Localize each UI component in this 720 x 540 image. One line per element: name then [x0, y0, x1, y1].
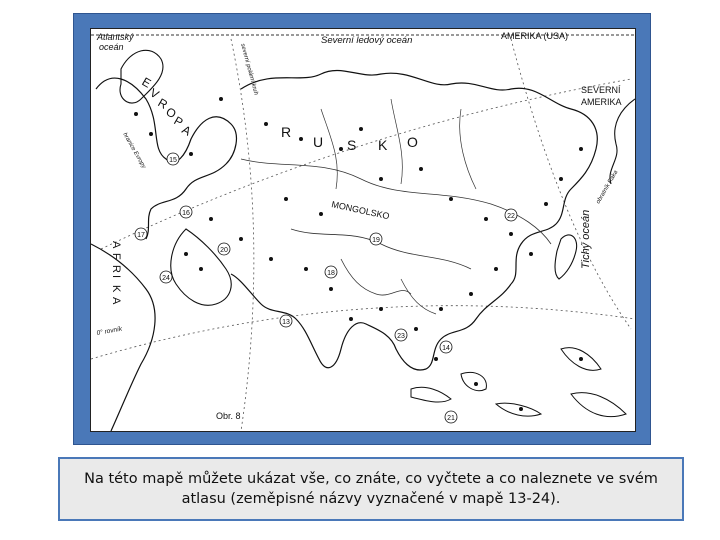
svg-text:O: O — [163, 104, 179, 122]
svg-text:20: 20 — [220, 247, 228, 254]
label-tropic-of-cancer: obratník Raka — [595, 169, 620, 205]
svg-text:23: 23 — [397, 333, 405, 340]
label-africa — [110, 241, 122, 305]
svg-text:17: 17 — [137, 232, 145, 239]
latitude-line-1 — [101, 79, 631, 249]
label-mongolia: MONGOLSKO — [330, 199, 391, 222]
africa-coast — [91, 244, 155, 431]
svg-text:E: E — [139, 74, 154, 91]
marker-24 — [160, 271, 172, 283]
caption-text: Na této mapě můžete ukázat vše, co znáte, co vyčtete a co naleznete ve svém atlasu (zeměpisné názvy vyznačené v mapě 13-24). — [84, 471, 658, 507]
svg-text:18: 18 — [327, 270, 335, 277]
svg-text:13: 13 — [282, 319, 290, 326]
island-borneo — [461, 372, 486, 390]
svg-text:R: R — [155, 95, 171, 112]
label-north-america-1: SEVERNÍ — [581, 85, 621, 95]
map-number-markers — [135, 153, 517, 423]
label-europe — [140, 74, 194, 138]
label-america-usa: AMERIKA (USA) — [501, 31, 569, 41]
svg-text:A: A — [179, 122, 194, 139]
border-russia-south — [241, 159, 551, 244]
city-dots — [134, 97, 583, 411]
meridian-line-2 — [511, 39, 631, 329]
svg-text:V: V — [147, 85, 162, 102]
arctic-coast — [241, 70, 597, 149]
svg-text:21: 21 — [447, 415, 455, 422]
svg-text:F: F — [110, 253, 122, 260]
river-ob — [321, 109, 337, 189]
svg-text:22: 22 — [507, 213, 515, 220]
figure-label: Obr. 8 — [216, 411, 241, 421]
label-atlantic-1: Atlantský — [97, 32, 134, 42]
svg-text:K: K — [378, 137, 388, 153]
meridian-line-1 — [231, 39, 254, 431]
svg-text:16: 16 — [182, 210, 190, 217]
svg-text:R: R — [110, 265, 122, 273]
river-lena — [460, 109, 476, 189]
label-europe-border: hranice Evropy — [121, 132, 147, 170]
svg-text:P: P — [171, 113, 186, 130]
label-equator: 0° rovník — [96, 325, 123, 337]
river-yenisei — [391, 99, 402, 184]
marker-15 — [167, 153, 179, 165]
svg-text:14: 14 — [442, 345, 450, 352]
island-java — [496, 403, 541, 416]
asia-outline-map — [91, 29, 635, 431]
river-yangtze — [401, 279, 436, 314]
map-panel — [90, 28, 636, 432]
svg-text:R: R — [281, 124, 292, 140]
island-new-guinea — [571, 393, 626, 417]
marker-20 — [218, 243, 230, 255]
svg-text:19: 19 — [372, 237, 380, 244]
marker-17 — [135, 228, 147, 240]
svg-text:U: U — [313, 134, 324, 150]
svg-text:I: I — [110, 275, 122, 279]
svg-text:24: 24 — [162, 275, 170, 282]
border-central — [291, 229, 471, 269]
marker-18 — [325, 266, 337, 278]
svg-text:O: O — [407, 134, 418, 150]
label-atlantic-2: oceán — [99, 42, 124, 52]
caption-box — [58, 457, 684, 521]
svg-text:15: 15 — [169, 157, 177, 164]
label-pacific-ocean: Tichý oceán — [580, 209, 592, 269]
island-sumatra — [411, 387, 451, 402]
marker-16 — [180, 206, 192, 218]
marker-19 — [370, 233, 382, 245]
marker-22 — [505, 209, 517, 221]
svg-text:S: S — [347, 137, 357, 153]
label-arctic-ocean: Severní ledový oceán — [321, 35, 413, 46]
marker-21 — [445, 411, 457, 423]
label-polar-circle: severní polární kruh — [239, 42, 259, 96]
svg-text:A: A — [110, 297, 122, 305]
marker-13 — [280, 315, 292, 327]
svg-text:A: A — [110, 241, 122, 249]
svg-text:K: K — [110, 285, 122, 293]
marker-23 — [395, 329, 407, 341]
label-north-america-2: AMERIKA — [581, 97, 622, 107]
border-himalaya — [341, 259, 411, 295]
latitude-line-2 — [91, 306, 635, 359]
south-asia-coast — [231, 274, 511, 370]
marker-14 — [440, 341, 452, 353]
map-frame — [73, 13, 651, 445]
japan — [555, 235, 577, 279]
